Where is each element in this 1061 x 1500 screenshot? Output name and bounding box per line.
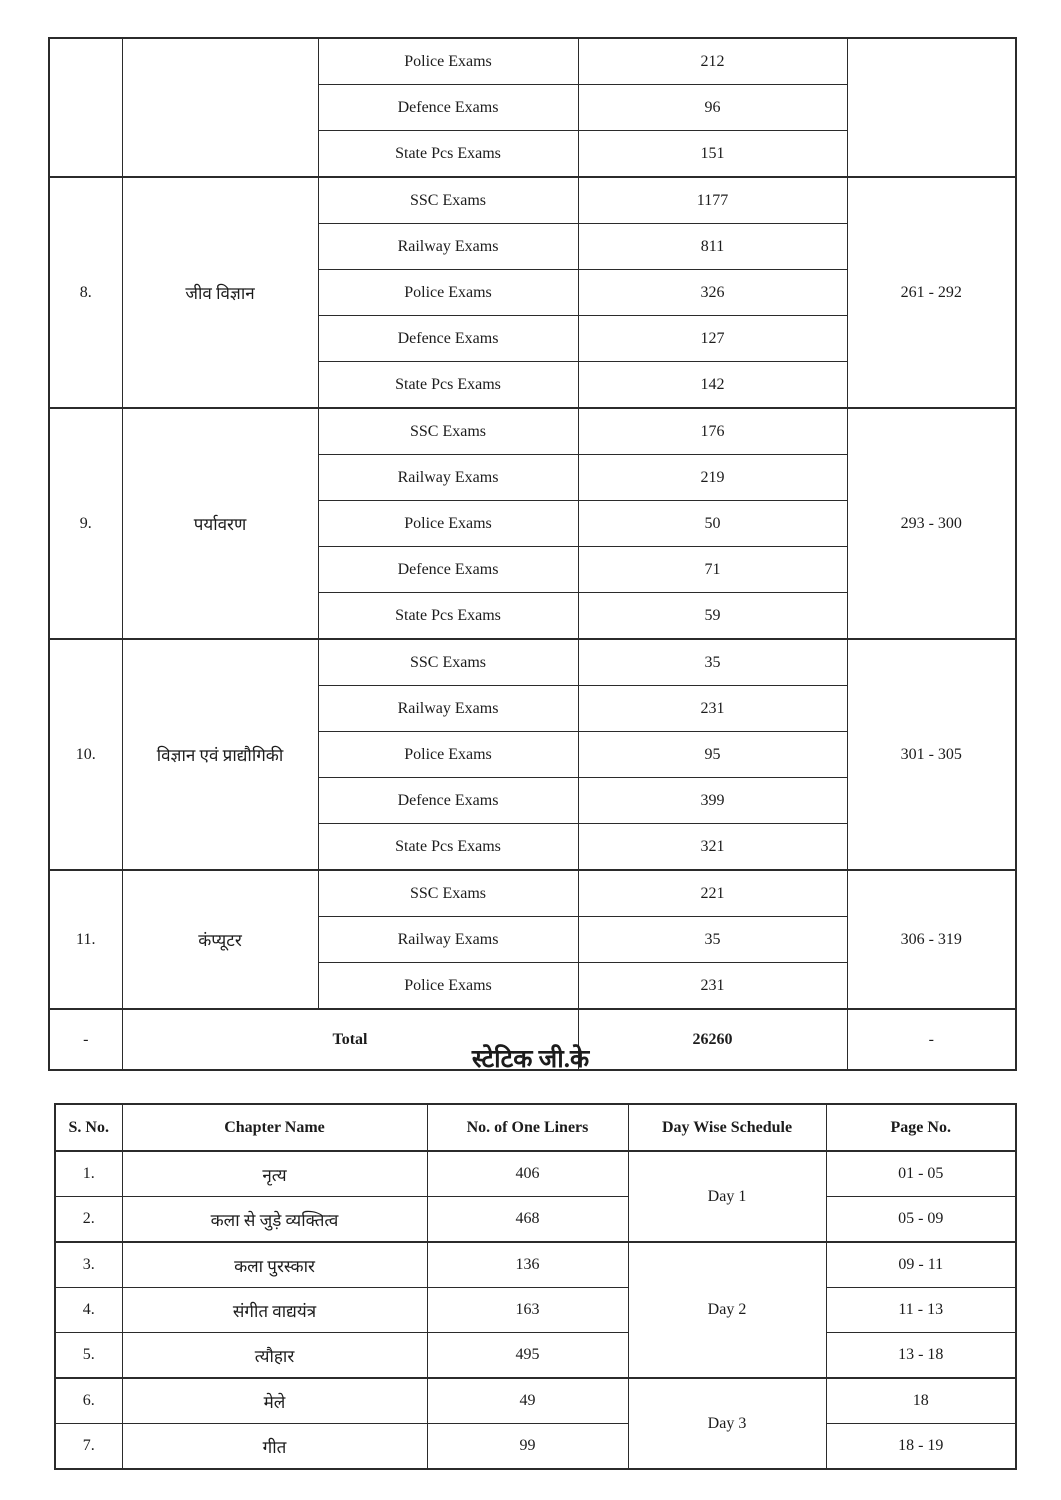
count-cell: 59 [578,593,847,640]
total-label: Total [122,1009,578,1070]
table-row [55,1242,1016,1288]
sno-cell: 10. [49,639,122,870]
sno-cell: 6. [55,1378,122,1424]
count-cell: 127 [578,316,847,362]
sno-cell: 9. [49,408,122,639]
count-cell: 35 [578,639,847,686]
page-range-cell: 261 - 292 [847,177,1016,408]
page-range-cell: 18 [826,1378,1016,1424]
page-range-cell: 301 - 305 [847,639,1016,870]
section-title: स्टेटिक जी.के [471,1046,590,1073]
exam-name-cell: Police Exams [318,38,578,85]
page-range-cell: 306 - 319 [847,870,1016,1009]
sno-cell: 1. [55,1151,122,1197]
page-range-cell: 09 - 11 [826,1242,1016,1288]
count-cell: 99 [427,1424,628,1470]
count-cell: 50 [578,501,847,547]
exam-name-cell: Railway Exams [318,455,578,501]
chapter-name-cell: जीव विज्ञान [122,177,318,408]
count-cell: 35 [578,917,847,963]
count-cell: 1177 [578,177,847,224]
table-row [49,639,1016,686]
exam-name-cell: Defence Exams [318,778,578,824]
chapter-name-cell: विज्ञान एवं प्राद्यौगिकी [122,639,318,870]
count-cell: 321 [578,824,847,871]
total-count: 26260 [578,1009,847,1070]
chapter-name-cell: कला से जुड़े व्यक्तित्व [122,1197,427,1243]
count-cell: 231 [578,686,847,732]
header-one-liners: No. of One Liners [427,1104,628,1151]
page-range-cell: 05 - 09 [826,1197,1016,1243]
exam-name-cell: SSC Exams [318,177,578,224]
sno-cell: 8. [49,177,122,408]
exam-name-cell: Defence Exams [318,547,578,593]
table-row [55,1197,1016,1243]
day-cell: Day 1 [628,1151,826,1242]
page-range-cell: 11 - 13 [826,1288,1016,1333]
page-range-cell [847,38,1016,177]
table-header-row [55,1104,1016,1151]
chapter-name-cell: कंप्यूटर [122,870,318,1009]
header-page-no: Page No. [826,1104,1016,1151]
exam-name-cell: Police Exams [318,732,578,778]
chapter-name-cell: मेले [122,1378,427,1424]
count-cell: 326 [578,270,847,316]
table-row [49,38,1016,85]
exam-name-cell: Railway Exams [318,224,578,270]
count-cell: 96 [578,85,847,131]
header-chapter-name: Chapter Name [122,1104,427,1151]
chapter-name-cell: नृत्य [122,1151,427,1197]
exam-name-cell: Defence Exams [318,85,578,131]
table-row [49,408,1016,455]
sno-cell [49,38,122,177]
exam-name-cell: SSC Exams [318,870,578,917]
chapter-name-cell [122,38,318,177]
exam-index-table [48,37,1017,1071]
chapter-name-cell: त्यौहार [122,1333,427,1379]
chapter-name-cell: कला पुरस्कार [122,1242,427,1288]
count-cell: 49 [427,1378,628,1424]
exam-name-cell: SSC Exams [318,639,578,686]
exam-name-cell: State Pcs Exams [318,824,578,871]
sno-cell: 7. [55,1424,122,1470]
count-cell: 231 [578,963,847,1010]
exam-name-cell: State Pcs Exams [318,593,578,640]
page-range-cell: - [847,1009,1016,1070]
count-cell: 406 [427,1151,628,1197]
table-row [49,870,1016,917]
count-cell: 495 [427,1333,628,1379]
exam-name-cell: Police Exams [318,270,578,316]
count-cell: 95 [578,732,847,778]
exam-name-cell: SSC Exams [318,408,578,455]
chapter-name-cell: पर्यावरण [122,408,318,639]
exam-name-cell: Police Exams [318,963,578,1010]
static-gk-table [54,1103,1017,1470]
count-cell: 176 [578,408,847,455]
exam-name-cell: State Pcs Exams [318,362,578,409]
count-cell: 142 [578,362,847,409]
page-range-cell: 01 - 05 [826,1151,1016,1197]
chapter-name-cell: गीत [122,1424,427,1470]
exam-name-cell: State Pcs Exams [318,131,578,178]
table-row [55,1378,1016,1424]
exam-name-cell: Railway Exams [318,917,578,963]
day-cell: Day 2 [628,1242,826,1378]
count-cell: 219 [578,455,847,501]
table-row [49,177,1016,224]
count-cell: 136 [427,1242,628,1288]
table-row [55,1151,1016,1197]
sno-cell: 2. [55,1197,122,1243]
chapter-name-cell: संगीत वाद्ययंत्र [122,1288,427,1333]
count-cell: 212 [578,38,847,85]
table-row [55,1424,1016,1470]
sno-cell: 3. [55,1242,122,1288]
count-cell: 163 [427,1288,628,1333]
table-row [55,1288,1016,1333]
sno-cell: 11. [49,870,122,1009]
page-range-cell: 18 - 19 [826,1424,1016,1470]
count-cell: 399 [578,778,847,824]
sno-cell: - [49,1009,122,1070]
page-range-cell: 293 - 300 [847,408,1016,639]
exam-name-cell: Railway Exams [318,686,578,732]
sno-cell: 5. [55,1333,122,1379]
sno-cell: 4. [55,1288,122,1333]
day-cell: Day 3 [628,1378,826,1469]
count-cell: 151 [578,131,847,178]
table-row [55,1333,1016,1379]
count-cell: 71 [578,547,847,593]
page-range-cell: 13 - 18 [826,1333,1016,1379]
exam-name-cell: Defence Exams [318,316,578,362]
count-cell: 221 [578,870,847,917]
header-sno: S. No. [55,1104,122,1151]
count-cell: 468 [427,1197,628,1243]
header-day-wise: Day Wise Schedule [628,1104,826,1151]
count-cell: 811 [578,224,847,270]
exam-name-cell: Police Exams [318,501,578,547]
